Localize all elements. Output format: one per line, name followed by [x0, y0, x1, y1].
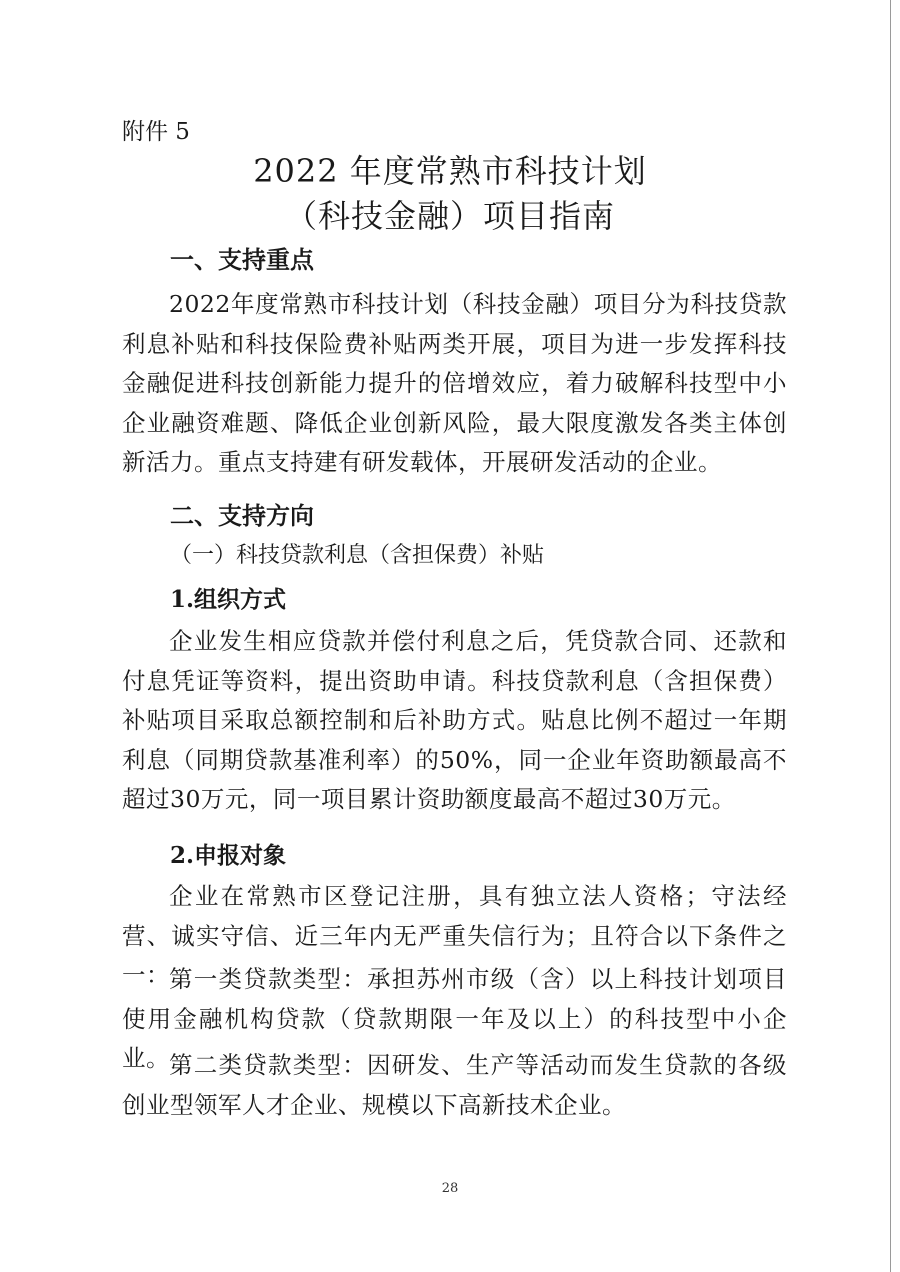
section1-heading: 一、支持重点 — [170, 246, 314, 274]
document-title-line1: 2022 年度常熟市科技计划 — [253, 152, 647, 190]
item1-heading: 1.组织方式 — [170, 586, 287, 613]
document-title-line2: （科技金融）项目指南 — [284, 197, 615, 235]
item2-paragraph1: 企业在常熟市区登记注册，具有独立法人资格；守法经营、诚实守信、近三年内无严重失信行为；且符合以下条件之一： — [122, 882, 787, 989]
page-number: 28 — [441, 1181, 459, 1196]
attachment-label: 附件 5 — [122, 119, 190, 145]
item1-paragraph: 企业发生相应贷款并偿付利息之后，凭贷款合同、还款和付息凭证等资料，提出资助申请。科技贷款利息（含担保费）补贴项目采取总额控制和后补助方式。贴息比例不超过一年期利息（同期贷款基准利率）的50%，同一企业年资助额最高不超过30万元，同一项目累计资助额度最高不超过30万元。 — [122, 627, 787, 813]
section2-heading: 二、支持方向 — [170, 502, 314, 530]
item2-paragraph3: 第二类贷款类型：因研发、生产等活动而发生贷款的各级创业型领军人才企业、规模以下高新技术企业。 — [122, 1051, 787, 1119]
section1-paragraph: 2022年度常熟市科技计划（科技金融）项目分为科技贷款利息补贴和科技保险费补贴两类开展，项目为进一步发挥科技金融促进科技创新能力提升的倍增效应，着力破解科技型中小企业融资难题、降低企业创新风险，最大限度激发各类主体创新活力。重点支持建有研发载体，开展研发活动的企业。 — [122, 290, 787, 476]
item2-heading: 2.申报对象 — [170, 842, 287, 869]
item2-paragraph2: 第一类贷款类型：承担苏州市级（含）以上科技计划项目使用金融机构贷款（贷款期限一年及以上）的科技型中小企业。 — [122, 965, 787, 1072]
subsection1-heading: （一）科技贷款利息（含担保费）补贴 — [170, 543, 545, 568]
